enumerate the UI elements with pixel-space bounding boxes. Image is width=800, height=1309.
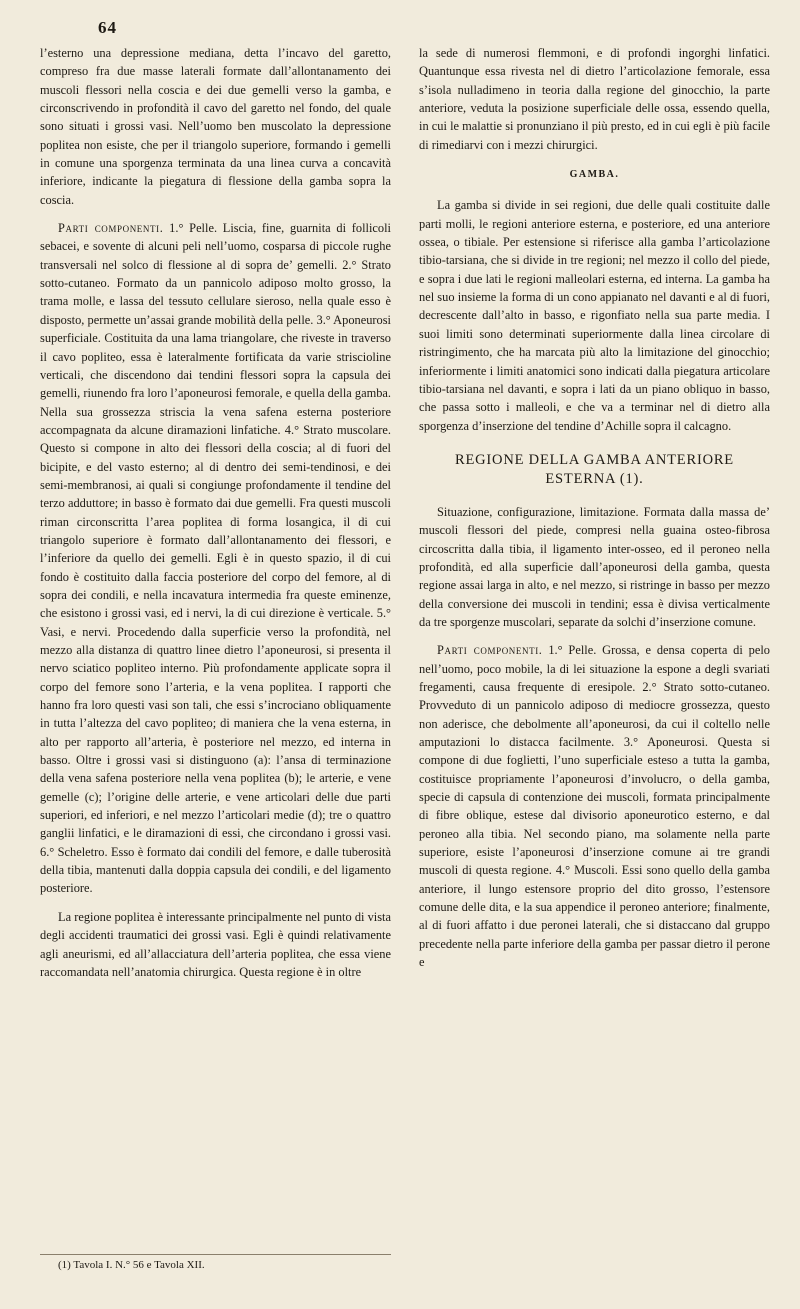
paragraph-incavo-garetto: l’esterno una depressione mediana, detta l’incavo del garetto, compreso fra due masse laterali formate dall’allontanamento dei muscoli flessori nella coscia e dei due gemelli verso la gamba, e circonscrivendo in profondità il cavo del garetto nel fondo, del quale sono situati i grossi vasi. Nell’uomo ben muscolato la depressione poplitea non esiste, che per il triangolo superiore, formando i gemelli in comune una sporgenza terminata da una linea curva a concavità inferiore, indicante la piegatura di flessione della gamba sopra la coscia. (40, 46, 391, 207)
left-column (40, 44, 391, 981)
paragraph-parti-componenti-gamba (419, 641, 770, 971)
paragraph-regione-poplitea-interesse: La regione poplitea è interessante principalmente nel punto di vista degli accidenti traumatici dei grossi vasi. Egli è quindi relativamente agli aneurismi, ed all’allacciatura dell’arteria poplitea, che essa viene raccomandata nell’anatomia chirurgica. Questa regione è in oltre (40, 909, 391, 979)
paragraph-situazione: Situazione, configurazione, limitazione. Formata dalla massa de’ muscoli flessori del piede, compresi nella guaina osteo-fibrosa circoscritta dalla tibia, il ligamento inter-osseo, ed il peroneo nella profondità, ed alla superficie dall’aponeurosi della gamba, questa regione assai larga in alto, e nel mezzo, si ristringe in basso per mezzo della conversione dei muscoli in tendini; essa è divisa verticalmente da tre sporgenze muscolari, separate da solchi d’inserzione comune. (419, 504, 770, 629)
paragraph-flemmoni: la sede di numerosi flemmoni, e di profondi ingorghi linfatici. Quantunque essa rivesta nel di dietro l’articolazione femorale, essa s’isola nulladimeno in teoria dalla regione del ginocchio, la parte anteriore, veduta la posizione superficiale delle ossa, essendo quella, in cui le malattie si pronunziano il più presto, ed in cui egli è più facile di rimediarvi con i mezzi chirurgici. (419, 46, 770, 152)
page-number: 64 (98, 18, 117, 37)
right-column (419, 44, 770, 981)
paragraph-parti-componenti-poplitea (40, 219, 391, 898)
section-label: Parti componenti. (58, 221, 164, 236)
heading-gamba: GAMBA. (569, 169, 620, 181)
text-columns (40, 44, 770, 981)
footnote: (1) Tavola I. N.° 56 e Tavola XII. (58, 1259, 205, 1271)
paragraph-text: 1.° Pelle. Liscia, fine, guarnita di follicoli sebacei, e sovente di alcuni peli nell’uomo, cosparsa di piccole rughe transversali nel solco di flessione al di sopra de’ gemelli. 2.° Strato sotto-cutaneo. Formato da un pannicolo adiposo molto grosso, la trama molle, e lassa del tessuto cellulare sieroso, nella quale esso è disposto, permette un’assai grande mobilità della pelle. 3.° Aponeurosi superficiale. Costituita da una lama triangolare, che riveste in traverso il cavo popliteo, essa è lateralmente fortificata da varie striscioline verticali, che discendono dai tendini flessori sopra la capsula dei gemelli, riunendo fra loro l’aponeurosi femorale, e quella della gamba. Nella sua grossezza striscia la vena safena esterna posteriore accompagnata da alcune diramazioni linfatiche. 4.° Strato muscolare. Questo si compone in alto dei flessori della coscia; al di fuori del bicipite, e del vasto esterno; al di dentro dei semi-tendinosi, e dei semi-membranosi, ai quali si congiunge profondamente il tendine del terzo adduttore; in basso è formato dai due gemelli. Fra questi muscoli riman circonscritta l’area poplitea di forma losangica, il di cui triangolo superiore è formato dall’allontanamento dei flessori, e l’inferiore da quello dei gemelli. Egli è in questo spazio, il di cui fondo è costituito dalla faccia posteriore del corpo del femore, al di sopra dei condili, e nella incavatura intermedia fra queste eminenze, che esistono i grossi vasi, ed i nervi, la di cui direzione è verticale. 5.° Vasi, e nervi. Procedendo dalla superficie verso la profondità, nel mezzo alla distanza di quattro linee dietro l’aponeurosi, si presenta il nervo sciatico popliteo interno. Più profondamente applicate sopra il corpo del femore sono l’arteria, e la vena poplitea. I rapporti che hanno fra loro questi vasi son tali, che essi s’incrociano obliquamente in tutta l’altezza del cavo popliteo; di maniera che la vena esterna, in alto per rapporto all’arteria, è posteriore nel mezzo, ed interna in basso. Oltre i grossi vasi si distinguono (a): l’ansa di terminazione della vena safena posteriore nella vena poplitea (b); le arterie, e vene gemelle (c); l’origine delle arterie, e vene articolari delle due parti superiori, ed inferiori, e nel mezzo l’articolari medie (d); tre o quattro ganglii linfatici, e le diramazioni di essi, che circondano i grossi vasi. 6.° Scheletro. Esso è formato dai condili del femore, e dalle tuberosità della tibia, mantenuti dalla doppia capsula dei condili, e del ligamento posteriore. (40, 221, 392, 896)
heading-line: ESTERNA (1). (545, 470, 644, 487)
heading-regione-gamba-anteriore (419, 451, 770, 489)
footnote-divider (40, 1254, 391, 1255)
heading-line: REGIONE DELLA GAMBA ANTERIORE (455, 451, 734, 468)
paragraph-text: 1.° Pelle. Grossa, e densa coperta di pelo nell’uomo, poco mobile, la di lei situazione la espone a degli svariati fregamenti, causa frequente di eresipole. 2.° Strato sotto-cutaneo. Provveduto di un pannicolo adiposo di mediocre grossezza, questo non aderisce, che debolmente all’aponeurosi, da cui il coltello nelle amputazioni lo distacca facilmente. 3.° Aponeurosi. Questa si compone di due foglietti, l’uno superficiale esteso a tutta la gamba, costituisce propriamente l’aponeurosi d’involucro, o della gamba, specie di capsula di contenzione dei muscoli, formata principalmente di fibre oblique, estese dal divisorio aponeurotico esterno, e dal peroneo alla tibia. Nel secondo piano, ma solamente nella parte superiore, esiste l’aponeurosi d’inserzione comune ai tre grandi muscoli di questa regione. 4.° Muscoli. Essi sono quello della gamba anteriore, il lungo estensore proprio del dito grosso, l’estensore comune delle dita, e la sua appendice il peroneo anteriore; finalmente, al di fuori affatto i due peronei laterali, che si distaccano dal gruppo precedente nella parte inferiore della gamba per passar dietro il perone e (419, 643, 770, 970)
paragraph-gamba-divisione: La gamba si divide in sei regioni, due delle quali costituite dalle parti molli, le regioni anteriore esterna, e posteriore, ed una anteriore ossea, o tibiale. Per estensione si riferisce alla gamba l’articolazione tibio-tarsiana, che si divide in tre regioni; nel mezzo il collo del piede, e sopra i due lati le regioni malleolari esterna, ed interna. La gamba ha nel suo insieme la forma di un cono appianato nel davanti e al di fuori, decrescente dall’alto in basso, e rigonfiato nella sua parte media. I suoi limiti sono determinati superiormente dalla linea circolare di ristringimento, che ha marcata più alto la limitazione del ginocchio; inferiormente i limiti anatomici sono indicati dalla piegatura articolare tibio-tarsiana nel davanti, e sopra i lati da un piano obliquo in basso, che passa sotto i malleoli, e che va a terminar nel di dietro alla sporgenza d’inserzione del tendine d’Achille sopra il calcagno. (419, 198, 770, 433)
section-label: Parti componenti. (437, 643, 543, 658)
